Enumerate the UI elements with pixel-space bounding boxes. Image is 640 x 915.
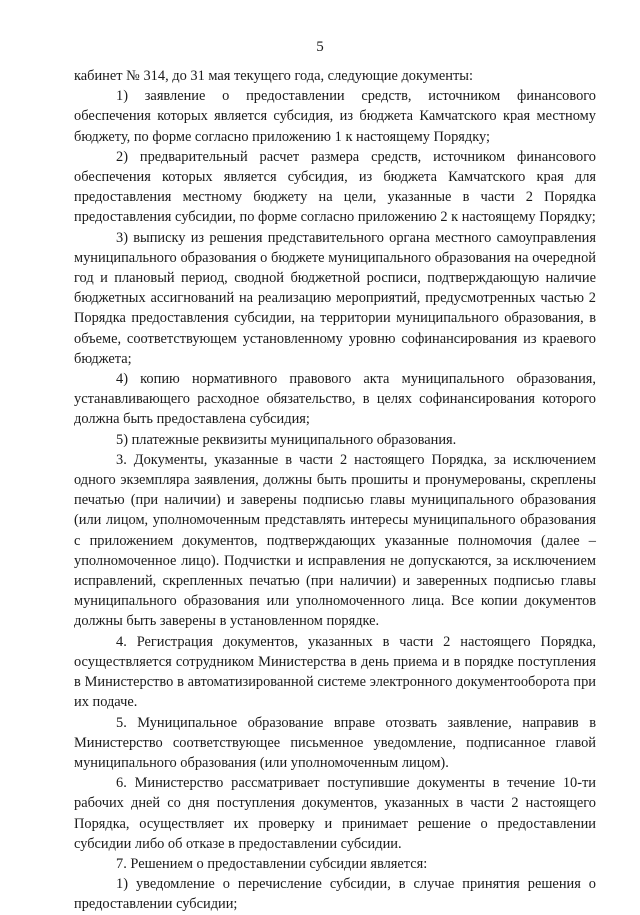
paragraph: 1) заявление о предоставлении средств, источником финансового обеспечения которых является субсидия, из бюджета Камчатского края местному бюджету, по форме согласно приложению 1 к настоящему Порядку; [74, 88, 596, 145]
paragraph: 3) выписку из решения представительного органа местного самоуправления муниципального образования о бюджете муниципального образования на очередной год и плановый период, сводной бюджетной росписи, подтверждающую наличие бюджетных ассигнований на реализацию мероприятий, предусмотренных частью 2 Порядка предоставления субсидии, на территории муниципального образования, в объеме, соответствующем установленному уровню софинансирования из краевого бюджета; [74, 229, 596, 367]
paragraph: 4) копию нормативного правового акта муниципального образования, устанавливающего расходное обязательство, в целях софинансирования которого должна быть предоставлена субсидия; [74, 371, 596, 428]
document-body [74, 66, 596, 915]
page-number: 5 [316, 39, 324, 55]
paragraph: кабинет № 314, до 31 мая текущего года, следующие документы: [74, 68, 473, 84]
paragraph: 3. Документы, указанные в части 2 настоящего Порядка, за исключением одного экземпляра заявления, должны быть прошиты и пронумерованы, скреплены печатью (при наличии) и заверены подписью главы муниципального образования (или лицом, уполномоченным представлять интересы муниципального образования с приложением документов, подтверждающих указанные полномочия (далее – уполномоченное лицо). Подчистки и исправления не допускаются, за исключением исправлений, скрепленных печатью (при наличии) и заверенных подписью главы муниципального образования или уполномоченного лица. Все копии документов должны быть заверены в установленном порядке. [74, 451, 596, 630]
paragraph: 6. Министерство рассматривает поступившие документы в течение 10-ти рабочих дней со дня поступления документов, указанных в части 2 настоящего Порядка, осуществляет их проверку и принимает решение о предоставлении субсидии либо об отказе в предоставлении субсидии. [74, 775, 596, 852]
paragraph: 5. Муниципальное образование вправе отозвать заявление, направив в Министерство соответствующее письменное уведомление, подписанное главой муниципального образования (или уполномоченным лицом). [74, 714, 596, 771]
paragraph: 7. Решением о предоставлении субсидии является: [116, 855, 428, 872]
paragraph: 4. Регистрация документов, указанных в части 2 настоящего Порядка, осуществляется сотрудником Министерства в день приема и в порядке поступления в Министерство в автоматизированной системе электронного документооборота при их подаче. [74, 633, 596, 711]
paragraph: 1) уведомление о перечисление субсидии, в случае принятия решения о предоставлении субсидии; [74, 876, 596, 913]
paragraph: 2) предварительный расчет размера средств, источником финансового обеспечения которых является субсидия, из бюджета Камчатского края для предоставления местному бюджету на цели, указанные в части 2 Порядка предоставления субсидии, по форме согласно приложению 2 к настоящему Порядку; [74, 148, 596, 226]
paragraph: 5) платежные реквизиты муниципального образования. [116, 431, 457, 448]
